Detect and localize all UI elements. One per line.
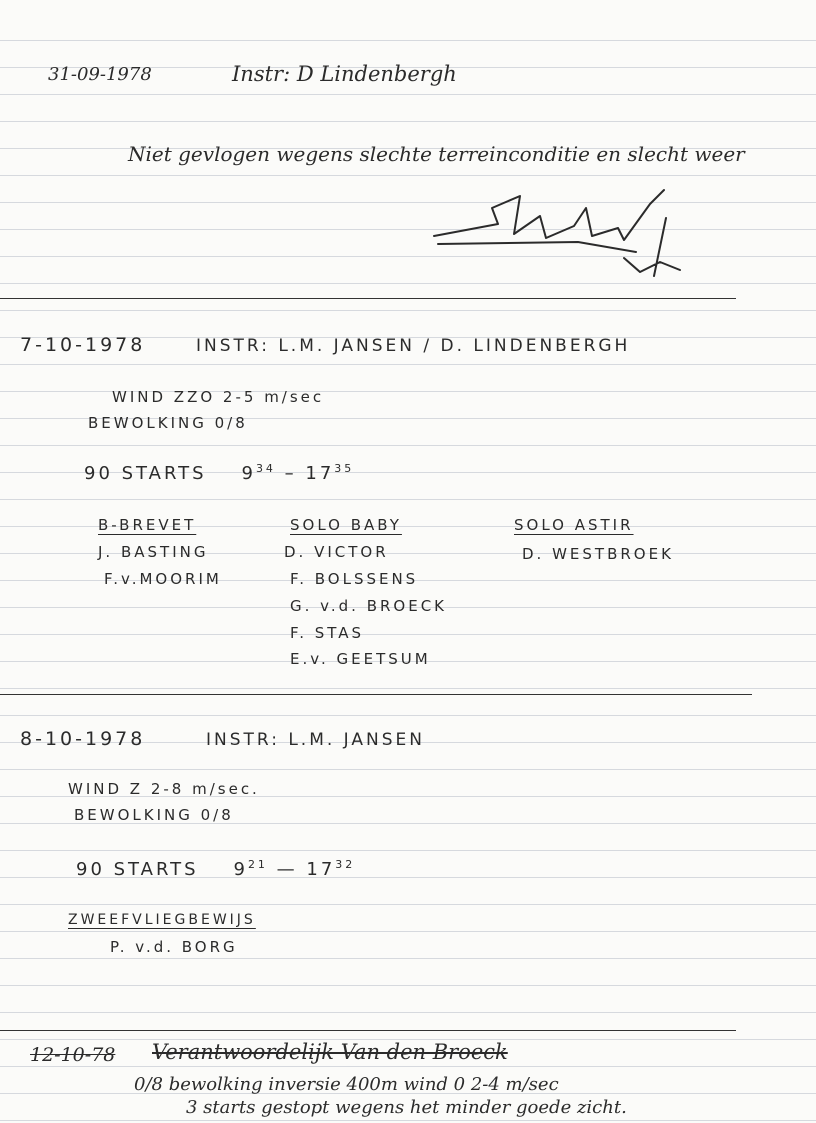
end-hour: 17 — [305, 463, 335, 484]
entry2-instructors: INSTR: L.M. JANSEN / D. LINDENBERGH — [196, 336, 631, 356]
entry4-responsible: Verantwoordelijk Van den Broeck — [152, 1040, 508, 1064]
col1-heading: B-BREVET — [98, 516, 197, 534]
entry1-instructor: Instr: D Lindenbergh — [232, 62, 457, 86]
col3-heading: SOLO ASTIR — [514, 516, 634, 534]
col2-item: F. BOLSSENS — [290, 570, 419, 588]
entry2-date: 7-10-1978 — [20, 334, 146, 356]
entry2-wind: WIND ZZO 2-5 m/sec — [112, 388, 325, 406]
col1-item: J. BASTING — [98, 543, 209, 561]
col3-item: D. WESTBROEK — [522, 545, 674, 563]
start-hour: 9 — [241, 463, 256, 484]
col2-item: E.v. GEETSUM — [290, 650, 431, 668]
end-hour: 17 — [306, 859, 336, 880]
col1-item: F.v.MOORIM — [104, 570, 222, 588]
start-hour: 9 — [233, 859, 248, 880]
certificate-heading: ZWEEFVLIEGBEWIJS — [68, 912, 256, 928]
end-minute: 32 — [335, 858, 356, 871]
entry3-wind: WIND Z 2-8 m/sec. — [68, 780, 260, 798]
entry1-note: Niet gevlogen wegens slechte terreinconditie en slecht weer — [128, 142, 745, 166]
entry1-date: 31-09-1978 — [48, 64, 152, 85]
entry2-clouds: BEWOLKING 0/8 — [88, 414, 248, 432]
starts-label: 90 STARTS — [84, 463, 207, 484]
start-minute: 34 — [255, 462, 276, 475]
starts-label: 90 STARTS — [76, 859, 199, 880]
entry4-date: 12-10-78 — [30, 1044, 116, 1066]
entry2-starts: 90 STARTS $9^{34} - 17^{35}$ — [84, 462, 355, 484]
end-minute: 35 — [334, 462, 355, 475]
col2-item: G. v.d. BROECK — [290, 597, 448, 615]
entry3-clouds: BEWOLKING 0/8 — [74, 806, 234, 824]
start-minute: 21 — [247, 858, 268, 871]
entry-separator — [0, 298, 736, 299]
col2-item: D. VICTOR — [284, 543, 389, 561]
certificate-name: P. v.d. BORG — [110, 938, 238, 956]
entry-separator — [0, 694, 752, 695]
entry4-starts-line: 3 starts gestopt wegens het minder goede zicht. — [186, 1097, 627, 1118]
entry3-instructor: INSTR: L.M. JANSEN — [206, 730, 425, 750]
entry3-starts: 90 STARTS $9^{21}$ — $17^{32}$ — [76, 858, 356, 880]
handwritten-signature — [428, 186, 708, 286]
entry4-weather-line: 0/8 bewolking inversie 400m wind 0 2-4 m/sec — [134, 1074, 559, 1095]
entry3-date: 8-10-1978 — [20, 728, 146, 750]
entry-separator — [0, 1030, 736, 1031]
col2-heading: SOLO BABY — [290, 516, 402, 534]
col2-item: F. STAS — [290, 624, 365, 642]
